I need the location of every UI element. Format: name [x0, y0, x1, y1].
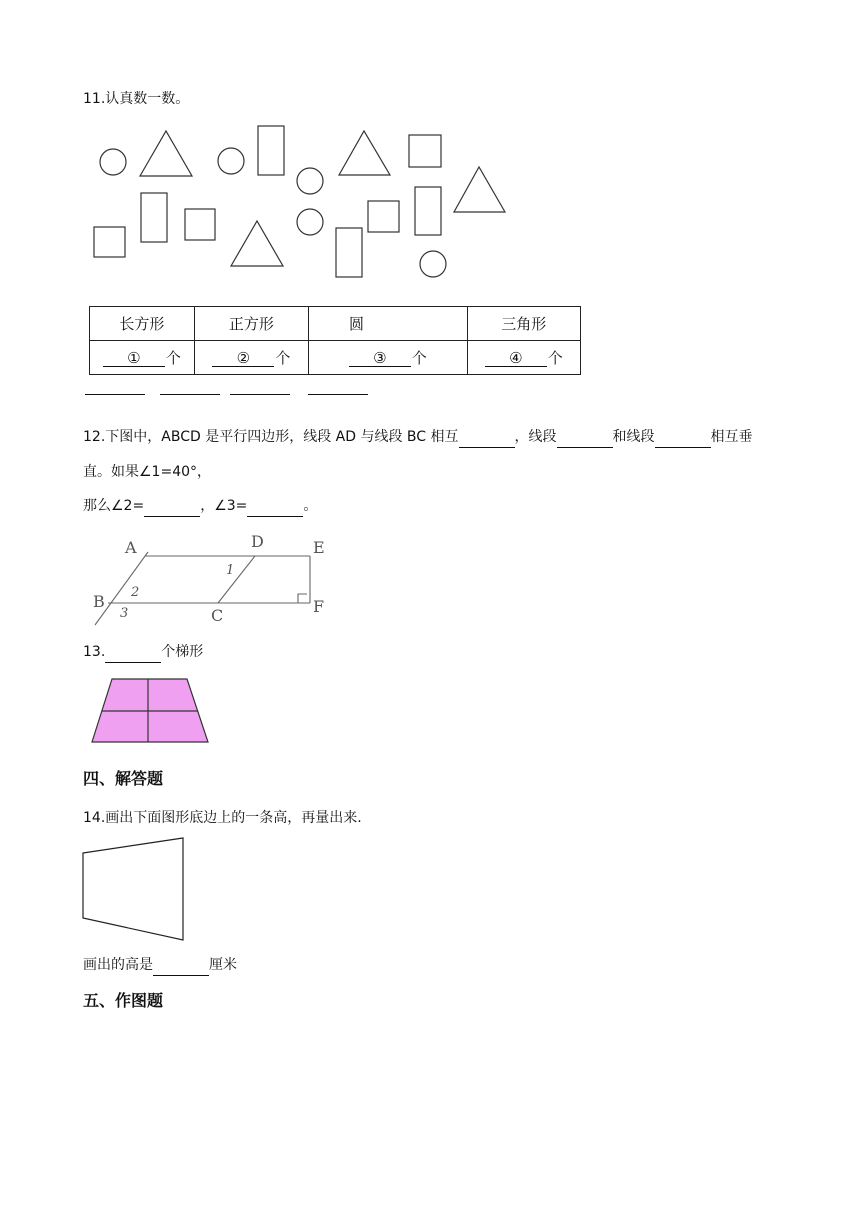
circle-shape — [297, 168, 323, 194]
triangle-shape — [454, 167, 505, 212]
circle-shape — [100, 149, 126, 175]
triangle-shape — [231, 221, 283, 266]
square-shape — [94, 227, 125, 257]
label-E: E — [313, 538, 325, 557]
square-shape — [409, 135, 441, 167]
answer-cell-4[interactable]: ④ 个 — [467, 341, 580, 375]
header-triangle: 三角形 — [467, 307, 580, 341]
header-circle: 圆 — [309, 307, 468, 341]
blank-height[interactable] — [153, 955, 209, 976]
triangle-shape — [339, 131, 390, 175]
square-shape — [185, 209, 215, 240]
answer-blank-2[interactable] — [160, 394, 220, 395]
q12-line2: 直。如果∠1=40°， — [83, 464, 212, 480]
table-header-row — [90, 307, 581, 341]
answer-cell-1[interactable]: ① 个 — [90, 341, 195, 375]
circle-shape — [297, 209, 323, 235]
table-answer-row — [90, 341, 581, 375]
header-rectangle: 长方形 — [90, 307, 195, 341]
answer-blank-3[interactable] — [230, 394, 290, 395]
q11-title: 11.认真数一数。 — [83, 91, 190, 107]
label-C: C — [211, 606, 224, 625]
blank-angle-3[interactable] — [247, 496, 303, 517]
shape-count-table — [89, 306, 581, 375]
square-shape — [368, 201, 399, 232]
circle-shape — [218, 148, 244, 174]
q14-answer-line: 画出的高是 厘米 — [83, 955, 237, 976]
blank-relation[interactable] — [459, 427, 515, 448]
q13-line: 13. 个梯形 — [83, 642, 203, 663]
label-B: B — [93, 592, 105, 611]
blank-angle-2[interactable] — [144, 496, 200, 517]
header-square: 正方形 — [194, 307, 308, 341]
q14-title: 14.画出下面图形底边上的一条高，再量出来. — [83, 810, 362, 826]
angle-label-3: 3 — [120, 606, 129, 621]
rectangle-shape — [336, 228, 362, 277]
answer-cell-3[interactable]: ③ 个 — [309, 341, 468, 375]
rectangle-shape — [258, 126, 284, 175]
rectangle-shape — [415, 187, 441, 235]
rectangle-shape — [141, 193, 167, 242]
q12-line3: 那么∠2= ，∠3= 。 — [83, 496, 317, 517]
answer-blank-1[interactable] — [85, 394, 145, 395]
quadrilateral-figure — [0, 0, 300, 120]
blank-segment-2[interactable] — [655, 427, 711, 448]
angle-label-1: 1 — [226, 563, 235, 578]
answer-cell-2[interactable]: ② 个 — [194, 341, 308, 375]
triangle-shape — [140, 131, 192, 176]
circle-shape — [420, 251, 446, 277]
q12-line1: 12.下图中，ABCD 是平行四边形，线段 AD 与线段 BC 相互 ，线段 和线段 相互垂 — [83, 427, 753, 448]
blank-segment-1[interactable] — [557, 427, 613, 448]
answer-blank-4[interactable] — [308, 394, 368, 395]
blank-trapezoid-count[interactable] — [105, 642, 161, 663]
section-5-heading: 五、作图题 — [83, 991, 164, 1010]
label-D: D — [251, 532, 264, 551]
angle-label-2: 2 — [131, 585, 140, 600]
label-A: A — [125, 538, 137, 557]
label-F: F — [313, 597, 325, 616]
section-4-heading: 四、解答题 — [83, 769, 164, 788]
